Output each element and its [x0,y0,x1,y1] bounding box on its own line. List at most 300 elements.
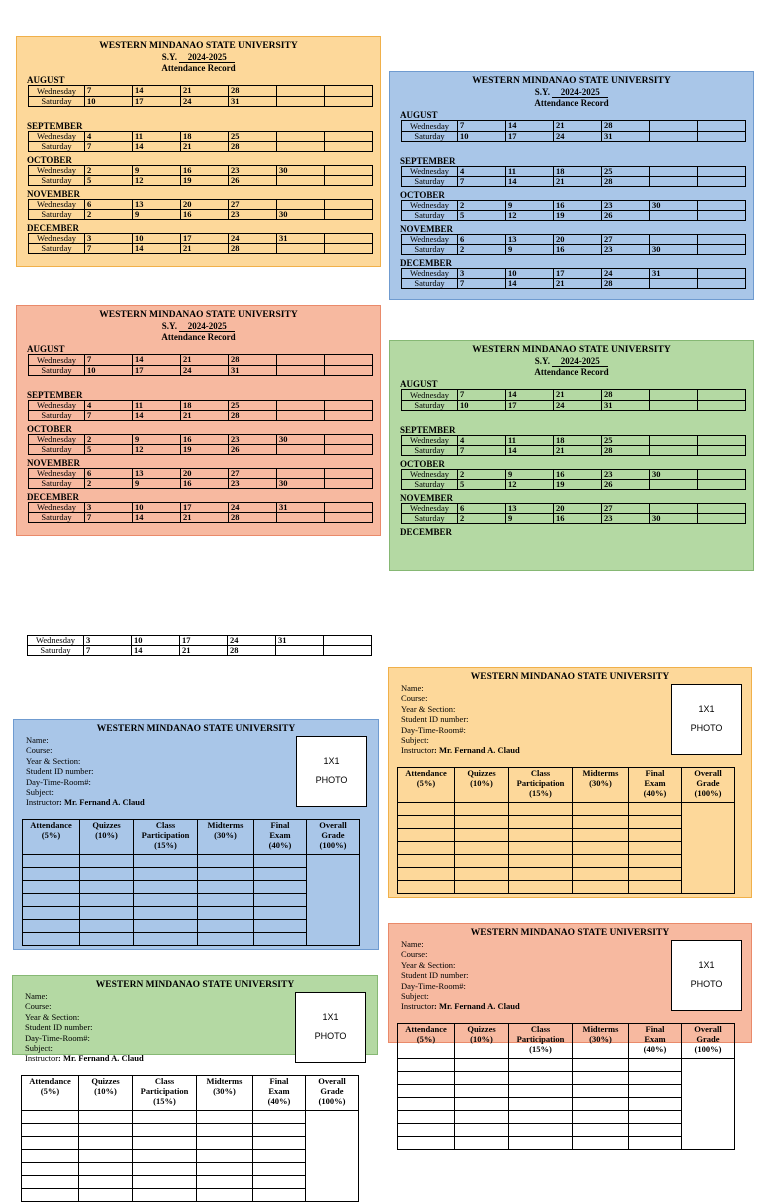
grade-row [398,1059,735,1072]
grade-cell [23,920,80,933]
grade-cell [455,868,509,881]
grade-cell [629,1137,682,1150]
grade-header-text: Overall [318,1076,346,1086]
attendance-row [29,445,373,455]
grade-cell [509,803,573,816]
attendance-record-title: Attendance Record [161,332,236,342]
grade-cell [134,868,198,881]
date-cell: 21 [554,390,602,401]
date-cell: 10 [458,401,506,411]
date-cell: 14 [506,121,554,132]
date-cell: 17 [181,503,229,513]
grade-header-text: (15%) [153,1096,176,1106]
date-cell: 14 [133,513,181,523]
date-cell: 9 [133,166,181,176]
attendance-table [28,400,373,421]
university-title: WESTERN MINDANAO STATE UNIVERSITY [95,980,295,990]
attendance-row [402,480,746,490]
grade-cell [23,868,80,881]
grade-header-text: Grade [696,778,720,788]
date-cell [277,469,325,479]
grade-cell [398,1098,455,1111]
date-cell: 31 [650,269,698,279]
date-cell: 10 [133,234,181,244]
grade-header-text: (100%) [694,788,722,798]
date-cell: 5 [85,176,133,186]
date-cell: 18 [554,436,602,446]
date-cell [698,167,746,177]
grade-header-cell [629,768,682,803]
date-cell: 16 [554,470,602,480]
university-title: WESTERN MINDANAO STATE UNIVERSITY [99,41,298,51]
attendance-row [402,279,746,289]
grade-cell [398,803,455,816]
day-cell: Saturday [29,176,85,186]
info-label: Year & Section: [26,755,81,766]
student-info [401,939,520,1012]
date-cell [698,177,746,187]
grade-cell [455,1072,509,1085]
attendance-table [401,200,746,221]
attendance-table [28,354,373,376]
date-cell: 7 [85,411,133,421]
grade-header-cell [682,768,735,803]
grade-header-text: (10%) [95,830,118,840]
grade-cell [133,1189,197,1202]
day-cell: Saturday [29,445,85,455]
grade-header-text: Midterms [206,1076,243,1086]
grade-cell [23,855,80,868]
school-year [390,356,753,367]
grade-card-green [12,975,378,1106]
instructor-line [25,1053,144,1063]
attendance-table [28,131,373,152]
grade-header-text: (30%) [589,778,612,788]
attendance-row [402,177,746,187]
grade-cell [22,1137,79,1150]
grade-header-text: Quizzes [91,1076,120,1086]
date-cell: 28 [229,86,277,97]
date-cell [325,469,373,479]
date-cell: 21 [181,244,229,254]
attendance-row [402,269,746,279]
day-cell: Saturday [402,480,458,490]
day-cell: Wednesday [29,435,85,445]
grade-cell [79,1176,133,1189]
month-label: OCTOBER [27,155,72,165]
date-cell [698,446,746,456]
grade-card-blue [13,719,379,950]
attendance-row [402,167,746,177]
date-cell: 21 [181,142,229,152]
day-cell: Wednesday [29,166,85,176]
day-cell: Wednesday [402,167,458,177]
date-cell [277,366,325,376]
date-cell: 28 [229,244,277,254]
grade-cell [197,1111,253,1124]
info-label: Subject: [26,787,54,798]
date-cell [650,167,698,177]
date-cell: 14 [506,390,554,401]
instructor-label: Instructor [401,745,435,756]
info-label: Student ID number: [401,970,469,981]
grade-cell [197,1150,253,1163]
grade-header-cell [254,820,307,855]
date-cell: 4 [458,436,506,446]
grade-cell [629,868,682,881]
date-cell: 16 [181,435,229,445]
date-cell: 10 [133,503,181,513]
day-cell: Wednesday [29,401,85,411]
date-cell: 14 [133,142,181,152]
date-cell [650,279,698,289]
date-cell [325,411,373,421]
date-cell: 9 [506,201,554,211]
grade-cell [197,1189,253,1202]
grade-header-text: (5%) [416,778,436,788]
grade-header-text: Final [645,1024,665,1034]
info-label: Name: [401,939,424,949]
day-cell: Saturday [402,132,458,142]
date-cell: 17 [506,132,554,142]
date-cell: 24 [181,97,229,107]
date-cell: 14 [133,86,181,97]
date-cell: 23 [229,210,277,220]
attendance-row [29,132,373,142]
grade-cell [398,868,455,881]
grade-cell [455,855,509,868]
grade-header-cell [629,1024,682,1059]
grade-cell [398,1137,455,1150]
attendance-card-blue [389,71,754,300]
grade-cell [398,1111,455,1124]
date-cell: 3 [458,269,506,279]
month-label: DECEMBER [27,223,80,233]
date-cell [276,646,324,656]
date-cell: 7 [85,513,133,523]
attendance-row [402,446,746,456]
info-label: Year & Section: [401,703,456,714]
date-cell: 23 [602,470,650,480]
sy-label: S.Y. [534,87,550,97]
grade-header-text: Class [155,820,176,830]
month-label: AUGUST [400,379,438,389]
date-cell: 9 [506,470,554,480]
grade-header-text: (15%) [529,1044,552,1054]
grade-header-cell [79,1076,133,1111]
date-cell [698,504,746,514]
date-cell [698,514,746,524]
attendance-table [401,435,746,456]
grade-cell [133,1111,197,1124]
attendance-row [402,121,746,132]
grade-cell [22,1189,79,1202]
month-label: NOVEMBER [27,189,81,199]
grade-header-cell [573,768,629,803]
grade-cell [573,829,629,842]
grade-header-text: Final [270,820,290,830]
grade-cell [197,1137,253,1150]
grade-header-row [398,1024,735,1059]
date-cell [698,436,746,446]
grade-cell [80,881,134,894]
attendance-table [28,199,373,220]
date-cell: 24 [554,132,602,142]
date-cell: 2 [85,210,133,220]
date-cell: 25 [602,436,650,446]
sy-label: S.Y. [161,52,177,62]
overall-grade-cell [682,1059,735,1150]
day-cell: Saturday [29,513,85,523]
date-cell: 9 [133,210,181,220]
grade-cell [198,933,254,946]
attendance-row [29,366,373,376]
date-cell: 12 [133,445,181,455]
info-label: Student ID number: [401,714,469,725]
grade-header-cell [80,820,134,855]
attendance-table [401,234,746,255]
attendance-row [29,513,373,523]
attendance-row [29,142,373,152]
grade-cell [629,1111,682,1124]
date-cell [277,176,325,186]
month-label: SEPTEMBER [400,156,456,166]
date-cell [277,132,325,142]
grade-cell [253,1163,306,1176]
school-year [17,52,380,63]
date-cell [650,132,698,142]
date-cell: 26 [229,176,277,186]
grade-header-text: (100%) [319,840,347,850]
date-cell [277,244,325,254]
info-label: Year & Section: [25,1011,80,1022]
date-cell [324,646,372,656]
date-cell: 3 [84,636,132,646]
grade-header-text: Participation [141,830,190,840]
grade-table [22,819,360,946]
date-cell: 19 [554,211,602,221]
grade-cell [133,1150,197,1163]
date-cell: 26 [602,480,650,490]
grade-cell [198,894,254,907]
grade-cell [22,1150,79,1163]
grade-cell [509,1085,573,1098]
school-year [17,321,380,332]
date-cell [698,211,746,221]
attendance-row [402,201,746,211]
attendance-record-title: Attendance Record [534,98,609,108]
info-label: Subject: [401,735,429,746]
date-cell [325,503,373,513]
grade-cell [133,1124,197,1137]
grade-header-cell [455,1024,509,1059]
date-cell: 19 [181,176,229,186]
attendance-row [402,211,746,221]
photo-box [295,992,366,1063]
attendance-row [29,176,373,186]
info-label: Day-Time-Room#: [401,980,466,991]
grade-cell [80,894,134,907]
grade-cell [573,1072,629,1085]
date-cell [277,97,325,107]
info-label: Student ID number: [25,1022,93,1033]
grade-cell [23,933,80,946]
info-label: Subject: [25,1043,53,1054]
date-cell: 23 [602,201,650,211]
day-cell: Wednesday [402,470,458,480]
date-cell: 7 [85,244,133,254]
date-cell [325,401,373,411]
student-info [401,683,520,756]
date-cell [277,513,325,523]
date-cell: 9 [133,479,181,489]
grade-cell [509,1137,573,1150]
date-cell: 28 [602,177,650,187]
grade-header-cell [134,820,198,855]
grade-cell [629,1072,682,1085]
date-cell: 28 [602,446,650,456]
date-cell [325,166,373,176]
date-cell: 14 [506,177,554,187]
attendance-row [29,435,373,445]
date-cell [325,97,373,107]
date-cell: 7 [458,446,506,456]
date-cell: 4 [458,167,506,177]
photo-label: PHOTO [690,723,723,733]
date-cell: 31 [277,234,325,244]
grade-header-text: Overall [694,768,722,778]
grade-cell [398,829,455,842]
grade-cell [22,1111,79,1124]
month-label: AUGUST [27,75,65,85]
date-cell: 13 [506,504,554,514]
grade-cell [253,1111,306,1124]
info-label: Day-Time-Room#: [401,724,466,735]
date-cell [698,245,746,255]
grade-header-cell [509,768,573,803]
attendance-table [401,120,746,142]
attendance-table [27,635,372,656]
date-cell [325,176,373,186]
university-title: WESTERN MINDANAO STATE UNIVERSITY [99,310,298,320]
grade-cell [198,920,254,933]
attendance-row [28,636,372,646]
grade-header-text: (40%) [268,840,292,850]
day-cell: Saturday [29,244,85,254]
info-label: Day-Time-Room#: [25,1032,90,1043]
grade-header-text: (5%) [416,1034,436,1044]
date-cell: 11 [133,401,181,411]
date-cell: 19 [181,445,229,455]
grade-header-row [23,820,360,855]
date-cell: 18 [181,401,229,411]
grade-cell [79,1189,133,1202]
date-cell: 12 [506,480,554,490]
date-cell: 24 [602,269,650,279]
grade-cell [79,1124,133,1137]
grade-row [22,1111,359,1124]
date-cell [277,401,325,411]
grade-header-text: Grade [321,830,345,840]
grade-cell [629,1098,682,1111]
grade-header-cell [306,1076,359,1111]
grade-header-text: Midterms [207,820,244,830]
date-cell: 31 [276,636,324,646]
grade-cell [253,1124,306,1137]
date-cell: 5 [458,211,506,221]
date-cell [698,401,746,411]
photo-box [296,736,367,807]
attendance-row [29,166,373,176]
date-cell: 13 [133,200,181,210]
grade-header-text: (40%) [643,788,667,798]
photo-label: PHOTO [690,979,723,989]
grade-cell [573,1085,629,1098]
attendance-table [401,166,746,187]
grade-cell [509,1098,573,1111]
day-cell: Saturday [29,479,85,489]
grade-header-text: (40%) [643,1044,667,1054]
attendance-table [28,502,373,523]
grade-cell [22,1176,79,1189]
date-cell: 7 [85,355,133,366]
grade-cell [198,907,254,920]
grade-cell [455,816,509,829]
photo-label: PHOTO [315,775,348,785]
date-cell: 10 [506,269,554,279]
date-cell: 28 [229,355,277,366]
date-cell: 14 [132,646,180,656]
grade-header-text: (5%) [41,830,61,840]
date-cell [277,142,325,152]
date-cell: 28 [229,142,277,152]
date-cell [650,480,698,490]
grade-cell [509,1124,573,1137]
date-cell [277,86,325,97]
day-cell: Saturday [402,177,458,187]
date-cell [325,366,373,376]
date-cell [650,121,698,132]
grade-cell [509,829,573,842]
grade-cell [80,933,134,946]
grade-cell [198,855,254,868]
date-cell: 14 [133,244,181,254]
date-cell [650,177,698,187]
date-cell: 17 [554,269,602,279]
date-cell: 23 [229,166,277,176]
day-cell: Wednesday [402,436,458,446]
student-info [25,991,144,1064]
grade-header-text: (15%) [529,788,552,798]
date-cell: 12 [133,176,181,186]
grade-header-text: (5%) [40,1086,60,1096]
student-info [26,735,145,808]
photo-label: 1X1 [698,960,715,970]
day-cell: Saturday [402,401,458,411]
grade-row [23,855,360,868]
grade-cell [629,1059,682,1072]
date-cell: 2 [458,245,506,255]
date-cell: 18 [181,132,229,142]
sy-value: 2024-2025 [552,356,608,367]
date-cell [325,234,373,244]
info-label: Name: [26,735,49,745]
photo-label: 1X1 [322,1012,339,1022]
grade-header-text: Attendance [405,1024,447,1034]
grade-header-row [22,1076,359,1111]
grade-cell [23,881,80,894]
day-cell: Saturday [402,446,458,456]
